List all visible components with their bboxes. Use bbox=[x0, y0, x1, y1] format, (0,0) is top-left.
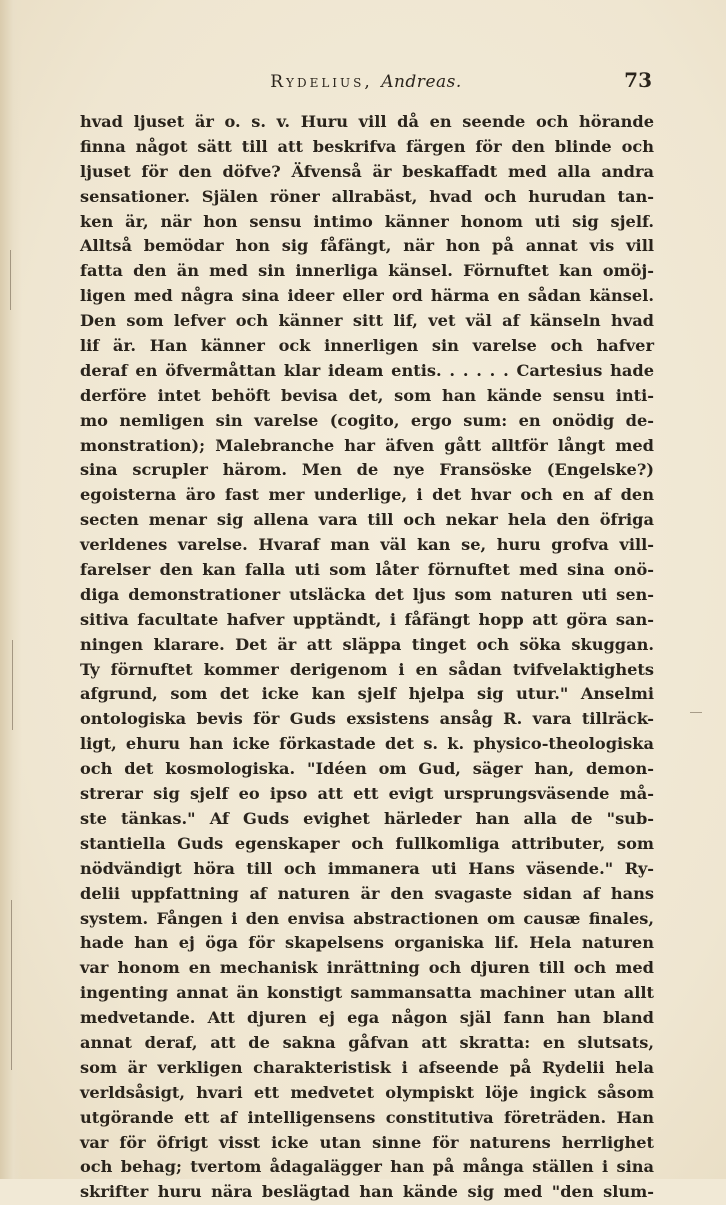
text-line: medvetande. Att djuren ej ega någon själ fann han bland bbox=[80, 1008, 654, 1028]
text-line: delii uppfattning af naturen är den svagaste sidan af hans bbox=[80, 883, 654, 903]
text-line: ligen med några sina ideer eller ord härma en sådan känsel. bbox=[80, 286, 654, 306]
text-line: stantiella Guds egenskaper och fullkomliga attributer, som bbox=[80, 833, 654, 853]
text-line: diga demonstrationer utsläcka det ljus som naturen uti sen- bbox=[80, 584, 654, 604]
text-line: som är verkligen charakteristisk i afseende på Rydelii hela bbox=[80, 1057, 654, 1077]
page-number: 73 bbox=[624, 68, 652, 92]
text-line: mo nemligen sin varelse (cogito, ergo sum: en onödig de- bbox=[80, 410, 654, 430]
margin-tick bbox=[690, 712, 702, 713]
text-line: sitiva facultate hafver upptändt, i fåfängt hopp att göra san- bbox=[80, 609, 654, 629]
text-line: farelser den kan falla uti som låter förnuftet med sina onö- bbox=[80, 560, 654, 580]
text-line: Den som lefver och känner sitt lif, vet väl af känseln hvad bbox=[80, 311, 654, 331]
text-line: verldenes varelse. Hvaraf man väl kan se, huru grofva vill- bbox=[80, 535, 654, 555]
text-line: verldsåsigt, hvari ett medvetet olympiskt löje ingick såsom bbox=[80, 1082, 654, 1102]
text-line: monstration); Malebranche har äfven gått alltför långt med bbox=[80, 435, 654, 455]
text-line: ken är, när hon sensu intimo känner honom uti sig sjelf. bbox=[80, 211, 654, 231]
text-line: hade han ej öga för skapelsens organiska lif. Hela naturen bbox=[80, 933, 654, 953]
text-line: ontologiska bevis för Guds exsistens ansåg R. vara tillräck- bbox=[80, 709, 654, 729]
text-line: deraf en öfvermåttan klar ideam entis. . . . . . Cartesius hade bbox=[80, 360, 654, 380]
text-line: skrifter huru nära beslägtad han kände sig med "den slum- bbox=[80, 1182, 654, 1202]
text-line: ligt, ehuru han icke förkastade det s. k. physico-theologiska bbox=[80, 734, 654, 754]
running-head bbox=[80, 72, 652, 92]
text-line: och behag; tvertom ådagalägger han på många ställen i sina bbox=[80, 1157, 654, 1177]
text-line: secten menar sig allena vara till och nekar hela den öfriga bbox=[80, 510, 654, 530]
text-line: annat deraf, att de sakna gåfvan att skratta: en slutsats, bbox=[80, 1032, 654, 1052]
text-line: finna något sätt till att beskrifva färgen för den blinde och bbox=[80, 136, 654, 156]
text-line: utgörande ett af intelligensens constitutiva företräden. Han bbox=[80, 1107, 654, 1127]
text-line: ingenting annat än konstigt sammansatta machiner utan allt bbox=[80, 983, 654, 1003]
margin-tick bbox=[10, 250, 11, 310]
body-text bbox=[80, 110, 654, 1205]
page-header bbox=[80, 68, 652, 98]
text-line: derföre intet behöft bevisa det, som han kände sensu inti- bbox=[80, 385, 654, 405]
text-line: var för öfrigt visst icke utan sinne för naturens herrlighet bbox=[80, 1132, 654, 1152]
text-line: sina scrupler härom. Men de nye Fransöske (Engelske?) bbox=[80, 460, 654, 480]
text-line: strerar sig sjelf eo ipso att ett evigt ursprungsväsende må- bbox=[80, 784, 654, 804]
text-line: Ty förnuftet kommer derigenom i en sådan tvifvelaktighets bbox=[80, 659, 654, 679]
text-line: fatta den än med sin innerliga känsel. Förnuftet kan omöj- bbox=[80, 261, 654, 281]
text-line: och det kosmologiska. "Idéen om Gud, säger han, demon- bbox=[80, 759, 654, 779]
running-head-author: Rydelius, bbox=[270, 72, 373, 92]
text-line: ste tänkas." Af Guds evighet härleder han alla de "sub- bbox=[80, 808, 654, 828]
text-line: Alltså bemödar hon sig fåfängt, när hon på annat vis vill bbox=[80, 236, 654, 256]
running-head-first-name: Andreas. bbox=[381, 72, 462, 92]
text-line: var honom en mechanisk inrättning och djuren till och med bbox=[80, 958, 654, 978]
text-line: lif är. Han känner ock innerligen sin varelse och hafver bbox=[80, 336, 654, 356]
text-line: ljuset för den döfve? Äfvenså är beskaffadt med alla andra bbox=[80, 161, 654, 181]
margin-tick bbox=[12, 640, 13, 730]
text-line: ningen klarare. Det är att släppa tinget och söka skuggan. bbox=[80, 634, 654, 654]
text-line: afgrund, som det icke kan sjelf hjelpa sig utur." Anselmi bbox=[80, 684, 654, 704]
text-line: hvad ljuset är o. s. v. Huru vill då en seende och hörande bbox=[80, 112, 654, 131]
text-line: system. Fången i den envisa abstractionen om causæ finales, bbox=[80, 908, 654, 928]
margin-tick bbox=[11, 900, 12, 1070]
text-line: sensationer. Själen röner allrabäst, hvad och hurudan tan- bbox=[80, 186, 654, 206]
text-line: egoisterna äro fast mer underlige, i det hvar och en af den bbox=[80, 485, 654, 505]
text-line: nödvändigt höra till och immanera uti Hans väsende." Ry- bbox=[80, 858, 654, 878]
